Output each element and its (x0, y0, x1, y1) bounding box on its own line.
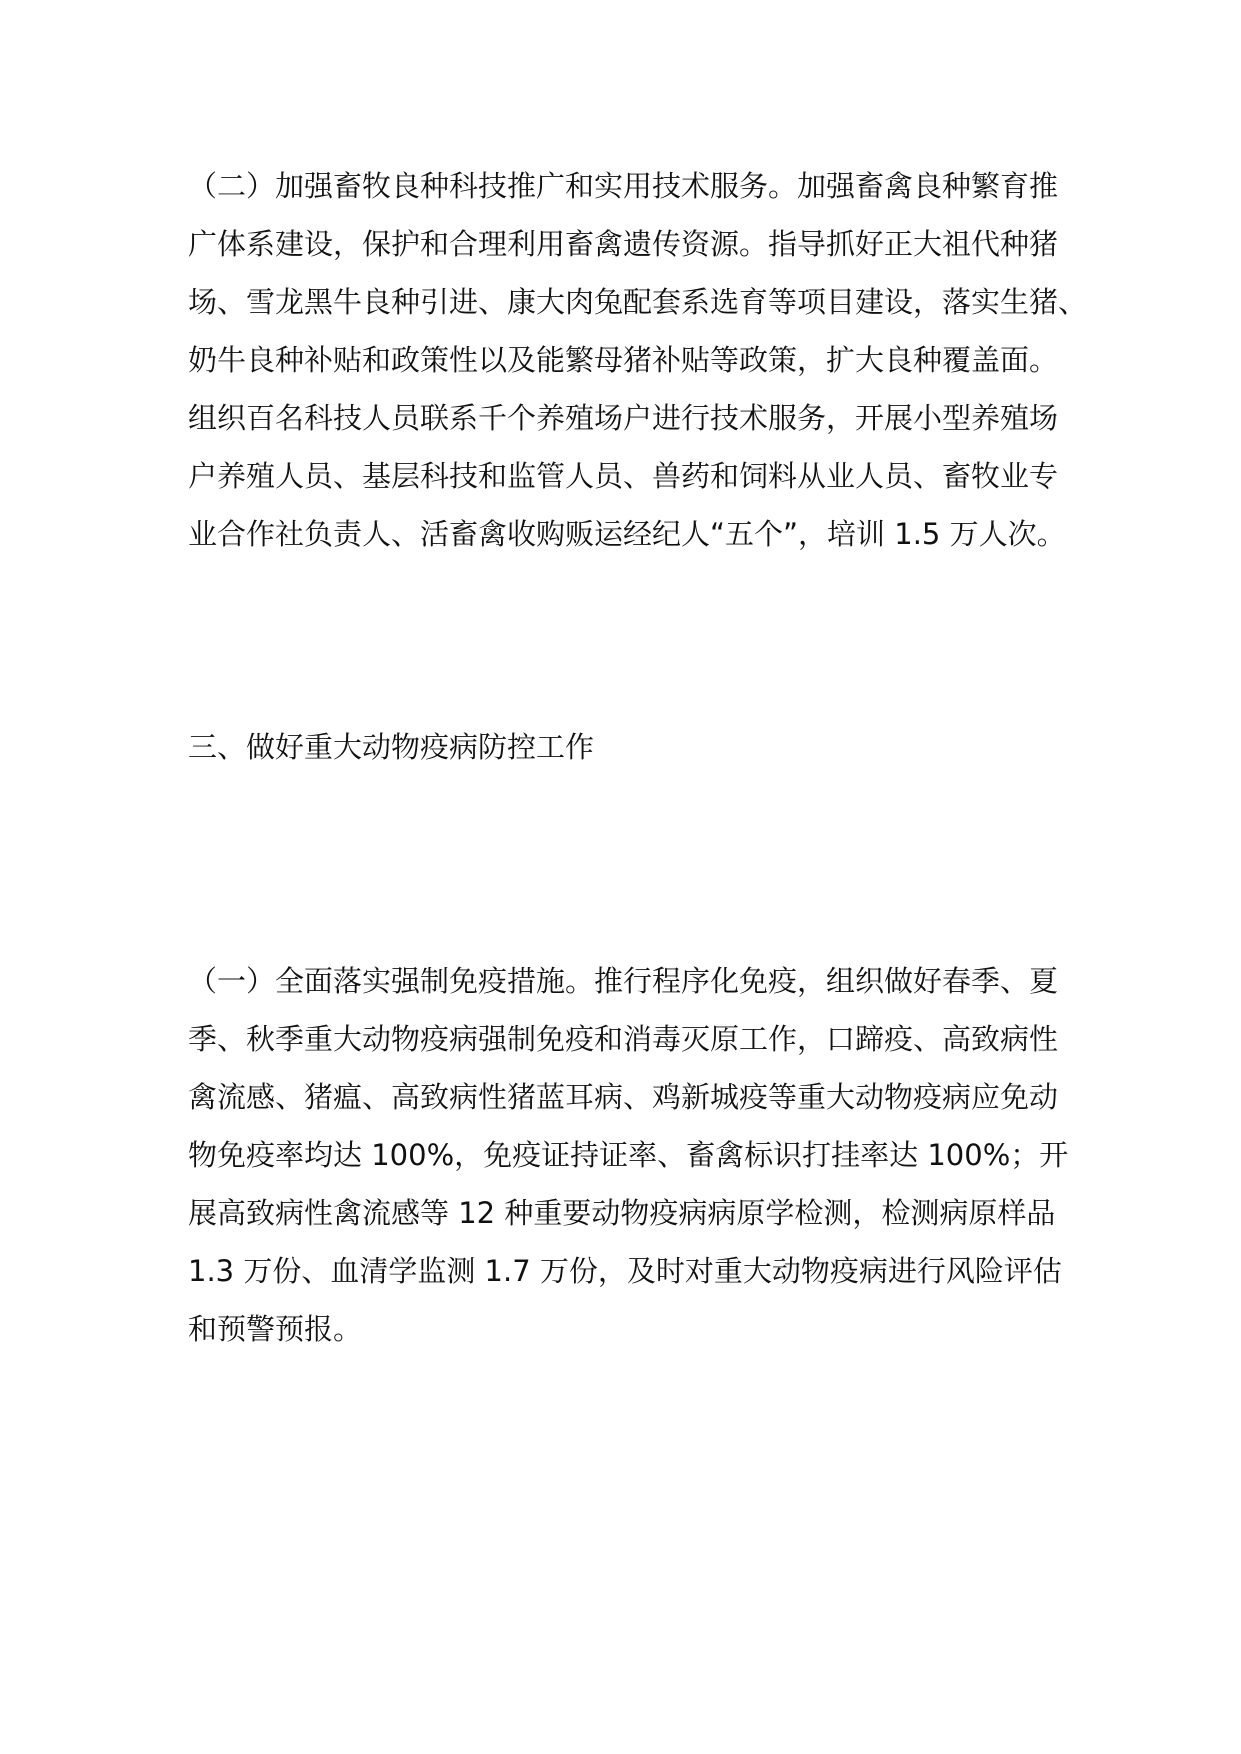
paragraph-line: 业合作社负责人、活畜禽收购贩运经纪人“五个”，培训 1.5 万人次。 (188, 517, 1066, 551)
paragraph-line: （二）加强畜牧良种科技推广和实用技术服务。加强畜禽良种繁育推 (188, 169, 1059, 203)
paragraph-line: 场、雪龙黑牛良种引进、康大肉兔配套系选育等项目建设，落实生猪、 (188, 285, 1088, 319)
paragraph-line: 组织百名科技人员联系千个养殖场户进行技术服务，开展小型养殖场 (188, 401, 1059, 435)
paragraph-line: 展高致病性禽流感等 12 种重要动物疫病病原学检测，检测病原样品 (188, 1196, 1056, 1230)
paragraph-line: 户养殖人员、基层科技和监管人员、兽药和饲料从业人员、畜牧业专 (188, 459, 1059, 493)
paragraph-line: 和预警预报。 (188, 1312, 363, 1346)
paragraph-line: 奶牛良种补贴和政策性以及能繁母猪补贴等政策，扩大良种覆盖面。 (188, 343, 1059, 377)
paragraph-line: 禽流感、猪瘟、高致病性猪蓝耳病、鸡新城疫等重大动物疫病应免动 (188, 1080, 1059, 1114)
paragraph-line: 广体系建设，保护和合理利用畜禽遗传资源。指导抓好正大祖代种猪 (188, 227, 1059, 261)
paragraph-line: 季、秋季重大动物疫病强制免疫和消毒灭原工作，口蹄疫、高致病性 (188, 1022, 1059, 1056)
paragraph-line: 1.3 万份、血清学监测 1.7 万份，及时对重大动物疫病进行风险评估 (188, 1254, 1062, 1288)
section-3-heading: 三、做好重大动物疫病防控工作 (188, 730, 595, 764)
paragraph-line: （一）全面落实强制免疫措施。推行程序化免疫，组织做好春季、夏 (188, 964, 1059, 998)
paragraph-line: 物免疫率均达 100%，免疫证持证率、畜禽标识打挂率达 100%；开 (188, 1138, 1069, 1172)
